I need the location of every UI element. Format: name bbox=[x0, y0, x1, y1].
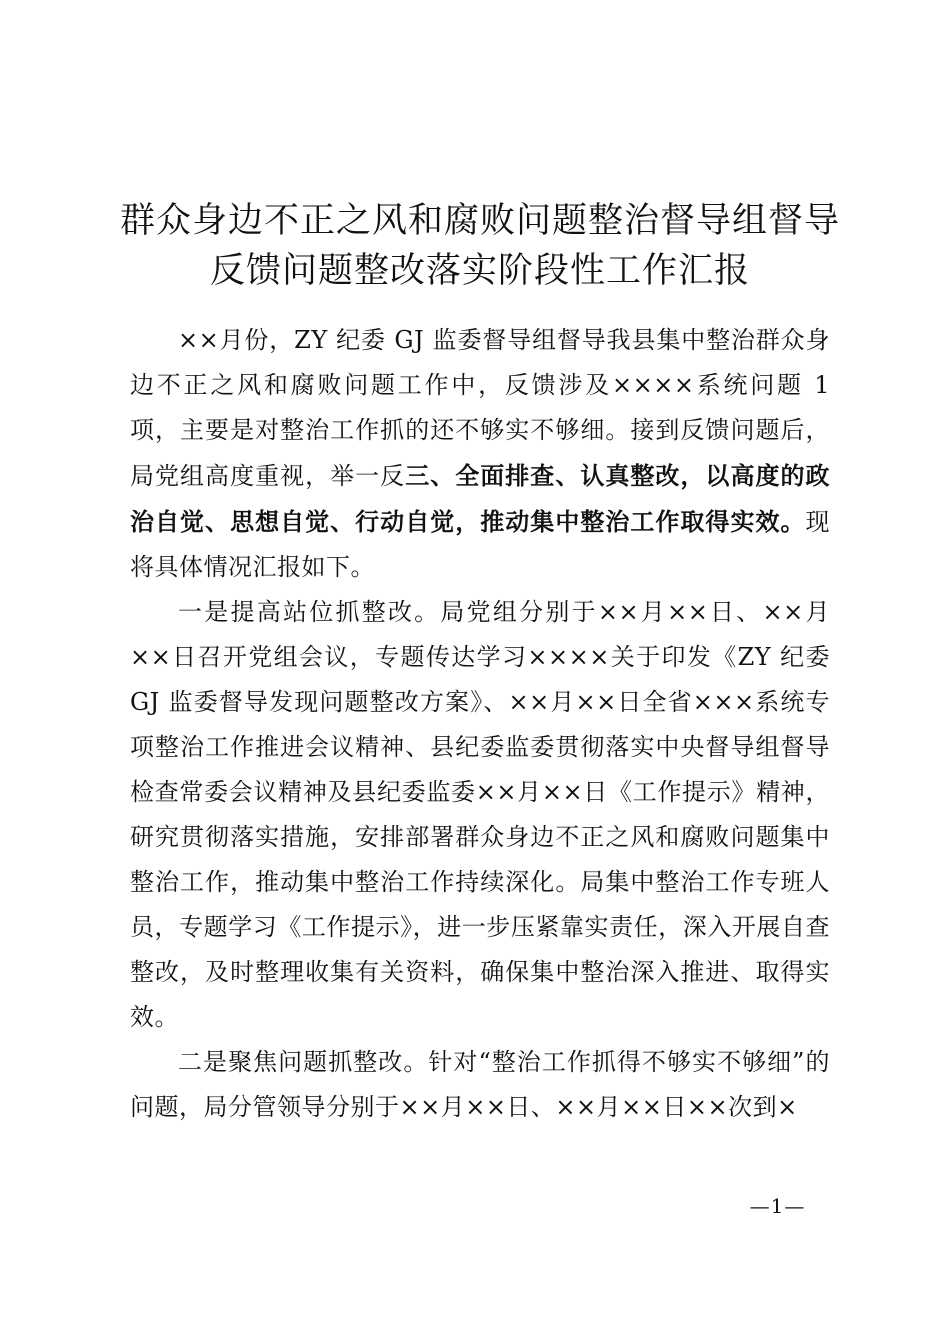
title-line-1: 群众身边不正之风和腐败问题整治督导组督导 bbox=[119, 201, 840, 241]
document-title bbox=[110, 196, 850, 296]
paragraph-intro-bold: 三、全面排查、认真整改，以高度的政治自觉、思想自觉、行动自觉，推动集中整治工作取得实效。 bbox=[130, 461, 830, 536]
paragraph-first-point: 一是提高站位抓整改。局党组分别于××月××日、××月××日召开党组会议，专题传达学习××××关于印发《ZY 纪委 GJ 监委督导发现问题整改方案》、××月××日全省×××系统专项整治工作推进会议精神、县纪委监委贯彻落实中央督导组督导检查常委会议精神及县纪委监委××月××日《工作提示》精神，研究贯彻落实措施，安排部署群众身边不正之风和腐败问题集中整治工作，推动集中整治工作持续深化。局集中整治工作专班人员，专题学习《工作提示》，进一步压紧靠实责任，深入开展自查整改，及时整理收集有关资料，确保集中整治深入推进、取得实效。 bbox=[130, 598, 830, 1031]
paragraph-intro-part2: 现将具体情况汇报如下。 bbox=[130, 508, 830, 581]
paragraph-intro-part1: ××月份，ZY 纪委 GJ 监委督导组督导我县集中整治群众身边不正之风和腐败问题工作中，反馈涉及××××系统问题 1 项，主要是对整治工作抓的还不够实不够细。接到反馈问题后，局党组高度重视，举一反 bbox=[130, 326, 830, 490]
title-line-2: 反馈问题整改落实阶段性工作汇报 bbox=[209, 251, 750, 291]
document-body bbox=[130, 318, 830, 1130]
page-number: —1— bbox=[749, 1194, 806, 1218]
paragraph-intro bbox=[130, 318, 830, 590]
paragraph-second-point: 二是聚焦问题抓整改。针对“整治工作抓得不够实不够细”的问题，局分管领导分别于××月××日、××月××日××次到× bbox=[130, 1048, 830, 1121]
